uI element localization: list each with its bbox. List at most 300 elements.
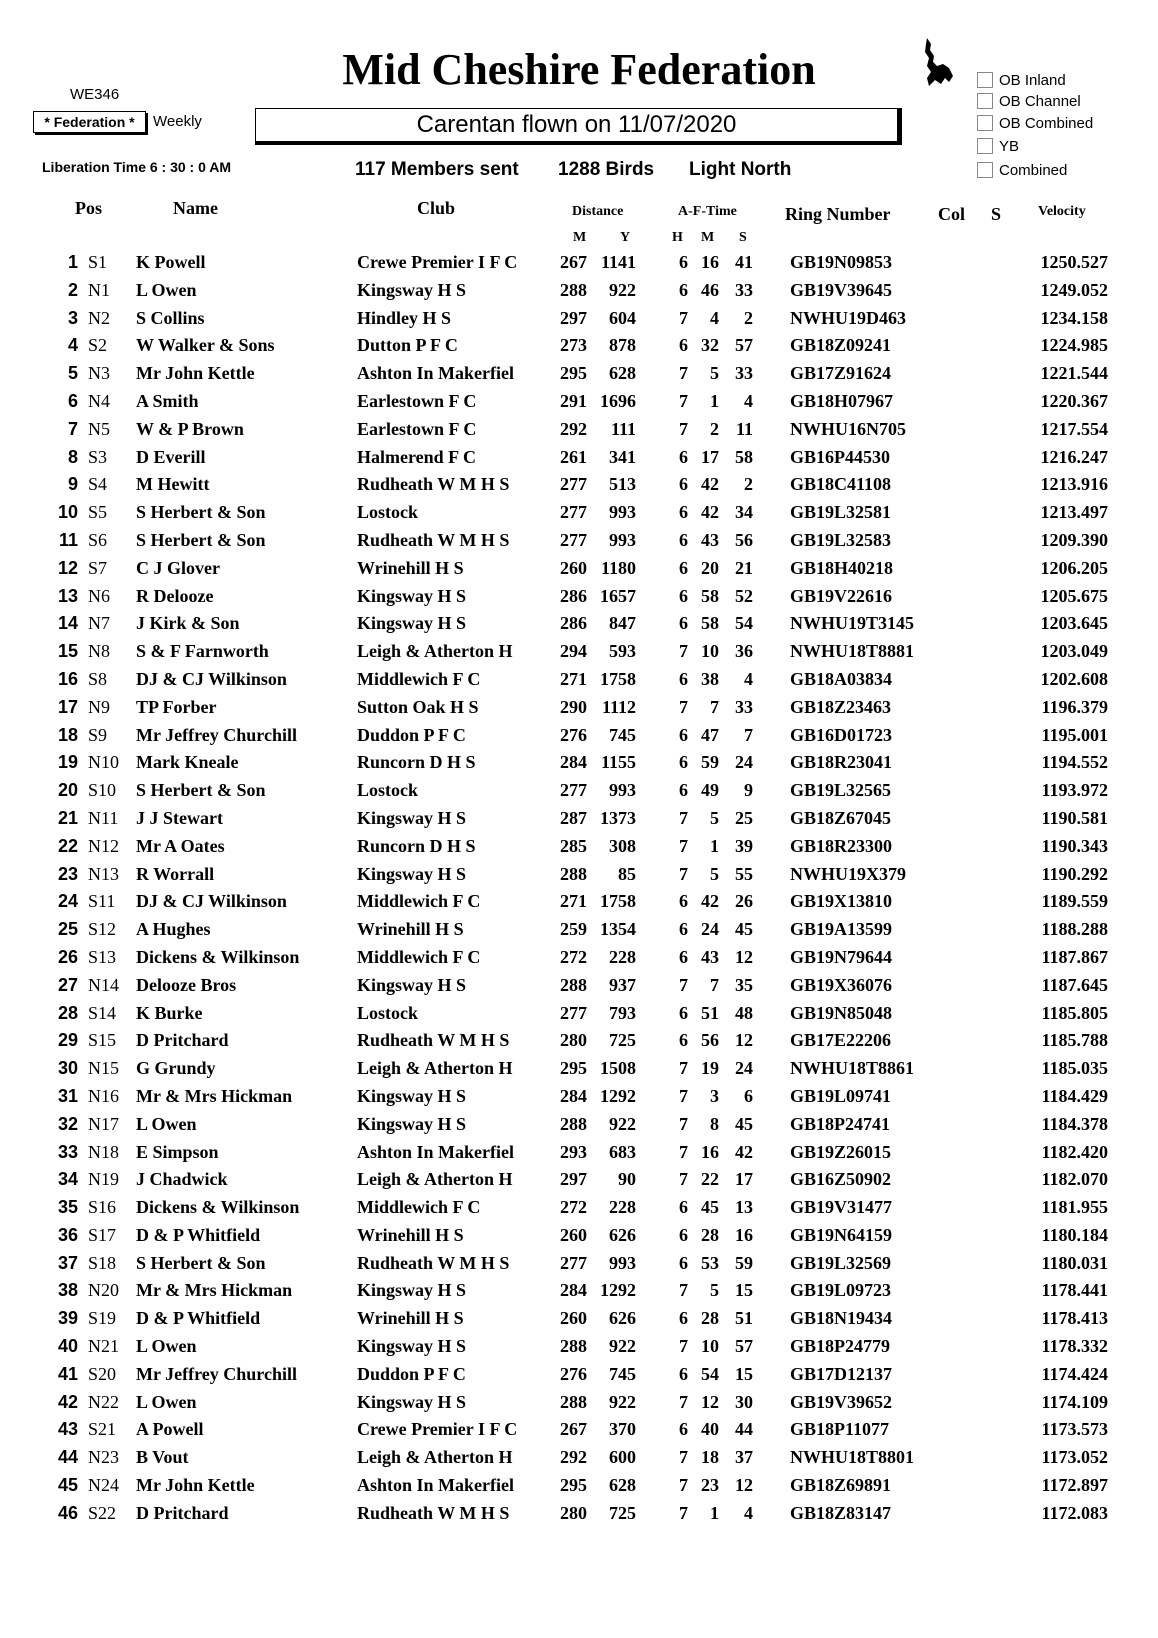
ring-number: NWHU19T3145 bbox=[790, 613, 915, 634]
velocity: 1250.527 bbox=[1040, 252, 1108, 272]
time-minutes: 47 bbox=[701, 724, 719, 745]
table-row bbox=[0, 973, 1158, 1001]
ring-number: GB19L32569 bbox=[790, 1252, 892, 1273]
time-minutes: 1 bbox=[710, 390, 719, 411]
table-row bbox=[0, 472, 1158, 500]
position: 24 bbox=[57, 891, 78, 912]
time-minutes: 54 bbox=[701, 1363, 719, 1384]
period-label: Weekly bbox=[153, 113, 202, 130]
ring-number: GB19L32565 bbox=[790, 780, 892, 801]
time-seconds: 48 bbox=[735, 1002, 753, 1023]
ring-number: NWHU18T8861 bbox=[790, 1058, 915, 1079]
distance-yards: 847 bbox=[609, 613, 636, 634]
distance-miles: 261 bbox=[560, 446, 587, 467]
position: 10 bbox=[57, 502, 78, 523]
time-seconds: 36 bbox=[735, 641, 753, 662]
section: N3 bbox=[88, 363, 110, 384]
club-name: Middlewich F C bbox=[357, 668, 481, 689]
table-row bbox=[0, 1362, 1158, 1390]
position: 11 bbox=[58, 529, 78, 550]
time-minutes: 7 bbox=[710, 696, 719, 717]
time-minutes: 5 bbox=[710, 363, 719, 384]
distance-yards: 1657 bbox=[600, 585, 636, 606]
club-name: Kingsway H S bbox=[357, 863, 467, 884]
checkbox-icon[interactable] bbox=[977, 138, 993, 154]
time-seconds: 16 bbox=[735, 1224, 753, 1245]
distance-yards: 1758 bbox=[600, 891, 636, 912]
member-name: D Everill bbox=[136, 446, 206, 467]
ring-number: GB18C41108 bbox=[790, 474, 892, 495]
position: 25 bbox=[57, 919, 78, 940]
position: 45 bbox=[57, 1475, 78, 1496]
member-name: Dickens & Wilkinson bbox=[136, 1197, 300, 1218]
position: 31 bbox=[57, 1085, 78, 1106]
table-row bbox=[0, 584, 1158, 612]
section: S18 bbox=[88, 1252, 117, 1273]
club-name: Kingsway H S bbox=[357, 1336, 467, 1357]
distance-yards: 745 bbox=[609, 1363, 636, 1384]
club-name: Runcorn D H S bbox=[357, 752, 476, 773]
member-name: Delooze Bros bbox=[136, 974, 237, 995]
col-header-s: S bbox=[739, 230, 747, 245]
time-minutes: 3 bbox=[710, 1085, 719, 1106]
club-name: Middlewich F C bbox=[357, 946, 481, 967]
table-row bbox=[0, 1001, 1158, 1029]
time-seconds: 33 bbox=[735, 279, 753, 300]
time-minutes: 56 bbox=[701, 1030, 719, 1051]
time-seconds: 56 bbox=[735, 529, 753, 550]
table-row bbox=[0, 667, 1158, 695]
time-seconds: 34 bbox=[735, 502, 753, 523]
distance-miles: 288 bbox=[560, 1391, 587, 1412]
member-name: K Burke bbox=[136, 1002, 203, 1023]
ring-number: GB16D01723 bbox=[790, 724, 893, 745]
member-name: Mr John Kettle bbox=[136, 1475, 255, 1496]
time-minutes: 1 bbox=[710, 1502, 719, 1523]
distance-miles: 280 bbox=[560, 1502, 587, 1523]
ring-number: GB18R23041 bbox=[790, 752, 893, 773]
member-name: Mr Jeffrey Churchill bbox=[136, 1363, 297, 1384]
time-minutes: 40 bbox=[701, 1419, 719, 1440]
section: S5 bbox=[88, 502, 108, 523]
time-minutes: 2 bbox=[710, 418, 719, 439]
distance-yards: 228 bbox=[609, 946, 636, 967]
ring-number: GB19N09853 bbox=[790, 252, 893, 272]
table-row bbox=[0, 1278, 1158, 1306]
time-hours: 7 bbox=[679, 363, 688, 384]
club-name: Rudheath W M H S bbox=[357, 1030, 510, 1051]
time-seconds: 7 bbox=[744, 724, 753, 745]
table-row bbox=[0, 723, 1158, 751]
distance-miles: 293 bbox=[560, 1141, 587, 1162]
club-name: Lostock bbox=[357, 502, 419, 523]
distance-yards: 593 bbox=[609, 641, 636, 662]
position: 21 bbox=[57, 807, 78, 828]
member-name: Dickens & Wilkinson bbox=[136, 946, 300, 967]
ring-number: GB19V39652 bbox=[790, 1391, 893, 1412]
velocity: 1180.184 bbox=[1041, 1224, 1108, 1245]
club-name: Leigh & Atherton H bbox=[357, 1058, 513, 1079]
velocity: 1185.035 bbox=[1041, 1058, 1108, 1079]
time-minutes: 20 bbox=[701, 557, 719, 578]
distance-yards: 922 bbox=[609, 1113, 636, 1134]
option-yb[interactable] bbox=[977, 138, 1019, 156]
time-seconds: 4 bbox=[744, 390, 753, 411]
club-name: Kingsway H S bbox=[357, 974, 467, 995]
distance-miles: 276 bbox=[560, 1363, 587, 1384]
member-name: L Owen bbox=[136, 1391, 197, 1412]
position: 32 bbox=[57, 1113, 78, 1134]
time-hours: 7 bbox=[679, 696, 688, 717]
table-row bbox=[0, 778, 1158, 806]
distance-yards: 341 bbox=[609, 446, 636, 467]
time-hours: 6 bbox=[679, 891, 688, 912]
velocity: 1220.367 bbox=[1040, 390, 1108, 411]
position: 9 bbox=[67, 474, 78, 495]
time-seconds: 15 bbox=[735, 1363, 753, 1384]
section: S7 bbox=[88, 557, 108, 578]
ring-number: GB19N85048 bbox=[790, 1002, 893, 1023]
col-header-club: Club bbox=[417, 198, 456, 218]
time-minutes: 19 bbox=[701, 1058, 719, 1079]
time-minutes: 32 bbox=[701, 335, 719, 356]
time-seconds: 21 bbox=[735, 557, 753, 578]
table-row bbox=[0, 528, 1158, 556]
member-name: C J Glover bbox=[136, 557, 220, 578]
distance-miles: 295 bbox=[560, 1475, 587, 1496]
col-header-h: H bbox=[672, 230, 683, 245]
table-row bbox=[0, 639, 1158, 667]
section: N12 bbox=[88, 835, 119, 856]
section: S17 bbox=[88, 1224, 117, 1245]
position: 29 bbox=[57, 1030, 78, 1051]
position: 2 bbox=[67, 279, 78, 300]
velocity: 1172.083 bbox=[1041, 1502, 1108, 1523]
section: S22 bbox=[88, 1502, 117, 1523]
section: S12 bbox=[88, 919, 117, 940]
time-seconds: 4 bbox=[744, 1502, 753, 1523]
velocity: 1234.158 bbox=[1040, 307, 1108, 328]
option-ob-inland[interactable] bbox=[977, 72, 1066, 90]
time-seconds: 55 bbox=[735, 863, 753, 884]
ring-number: GB19A13599 bbox=[790, 919, 893, 940]
distance-miles: 295 bbox=[560, 1058, 587, 1079]
col-header-distance-m: M bbox=[573, 230, 587, 245]
ring-number: GB17Z91624 bbox=[790, 363, 892, 384]
time-hours: 6 bbox=[679, 279, 688, 300]
ring-number: NWHU19D463 bbox=[790, 307, 906, 328]
distance-miles: 273 bbox=[560, 335, 587, 356]
section: N8 bbox=[88, 641, 110, 662]
table-row bbox=[0, 278, 1158, 306]
time-hours: 7 bbox=[679, 1502, 688, 1523]
member-name: A Hughes bbox=[136, 919, 211, 940]
member-name: Mr & Mrs Hickman bbox=[136, 1085, 293, 1106]
member-name: L Owen bbox=[136, 279, 197, 300]
club-name: Leigh & Atherton H bbox=[357, 641, 513, 662]
distance-yards: 90 bbox=[618, 1169, 636, 1190]
time-minutes: 10 bbox=[701, 1336, 719, 1357]
time-minutes: 58 bbox=[701, 613, 719, 634]
option-label: YB bbox=[999, 138, 1020, 155]
ring-number: GB18H07967 bbox=[790, 390, 894, 411]
member-name: R Delooze bbox=[136, 585, 214, 606]
velocity: 1221.544 bbox=[1040, 363, 1108, 384]
distance-yards: 878 bbox=[609, 335, 636, 356]
member-name: DJ & CJ Wilkinson bbox=[136, 891, 287, 912]
member-name: S Herbert & Son bbox=[136, 502, 266, 523]
section: N15 bbox=[88, 1058, 119, 1079]
distance-miles: 267 bbox=[560, 252, 587, 272]
section: S20 bbox=[88, 1363, 117, 1384]
distance-yards: 111 bbox=[610, 418, 636, 439]
velocity: 1203.645 bbox=[1040, 613, 1108, 634]
time-minutes: 45 bbox=[701, 1197, 719, 1218]
club-name: Hindley H S bbox=[357, 307, 452, 328]
section: N18 bbox=[88, 1141, 119, 1162]
table-row bbox=[0, 556, 1158, 584]
table-row bbox=[0, 306, 1158, 334]
velocity: 1173.573 bbox=[1041, 1419, 1108, 1440]
time-seconds: 35 bbox=[735, 974, 753, 995]
velocity: 1180.031 bbox=[1041, 1252, 1108, 1273]
club-name: Leigh & Atherton H bbox=[357, 1447, 513, 1468]
time-seconds: 39 bbox=[735, 835, 753, 856]
club-name: Wrinehill H S bbox=[357, 919, 464, 940]
distance-yards: 937 bbox=[609, 974, 636, 995]
position: 15 bbox=[57, 641, 78, 662]
member-name: Mr A Oates bbox=[136, 835, 225, 856]
distance-miles: 272 bbox=[560, 1197, 587, 1218]
time-seconds: 57 bbox=[735, 1336, 753, 1357]
position: 34 bbox=[57, 1169, 78, 1190]
position: 22 bbox=[57, 835, 78, 856]
table-row bbox=[0, 917, 1158, 945]
member-name: Mark Kneale bbox=[136, 752, 239, 773]
section: S2 bbox=[88, 335, 108, 356]
velocity: 1172.897 bbox=[1041, 1475, 1108, 1496]
velocity: 1174.424 bbox=[1041, 1363, 1108, 1384]
table-row bbox=[0, 945, 1158, 973]
time-minutes: 43 bbox=[701, 946, 719, 967]
position: 36 bbox=[57, 1224, 78, 1245]
position: 19 bbox=[57, 752, 78, 773]
position: 37 bbox=[57, 1252, 78, 1273]
member-name: S Collins bbox=[136, 307, 205, 328]
ring-number: GB17E22206 bbox=[790, 1030, 892, 1051]
time-seconds: 54 bbox=[735, 613, 753, 634]
section: N19 bbox=[88, 1169, 119, 1190]
ring-number: GB18Z67045 bbox=[790, 807, 892, 828]
wind-conditions: Light North bbox=[689, 159, 792, 180]
time-hours: 7 bbox=[679, 1058, 688, 1079]
table-row bbox=[0, 1028, 1158, 1056]
time-hours: 6 bbox=[679, 502, 688, 523]
ring-number: GB18Z83147 bbox=[790, 1502, 892, 1523]
distance-miles: 276 bbox=[560, 724, 587, 745]
time-hours: 7 bbox=[679, 1169, 688, 1190]
time-hours: 6 bbox=[679, 946, 688, 967]
club-name: Kingsway H S bbox=[357, 1280, 467, 1301]
position: 12 bbox=[57, 557, 78, 578]
position: 43 bbox=[57, 1419, 78, 1440]
section: S14 bbox=[88, 1002, 117, 1023]
member-name: W & P Brown bbox=[136, 418, 244, 439]
time-minutes: 38 bbox=[701, 668, 719, 689]
time-hours: 6 bbox=[679, 585, 688, 606]
table-row bbox=[0, 1195, 1158, 1223]
velocity: 1206.205 bbox=[1040, 557, 1108, 578]
club-name: Leigh & Atherton H bbox=[357, 1169, 513, 1190]
position: 13 bbox=[57, 585, 78, 606]
table-row bbox=[0, 1445, 1158, 1473]
time-hours: 6 bbox=[679, 919, 688, 940]
time-seconds: 9 bbox=[744, 780, 753, 801]
club-name: Dutton P F C bbox=[357, 335, 458, 356]
member-name: Mr John Kettle bbox=[136, 363, 255, 384]
club-name: Rudheath W M H S bbox=[357, 529, 510, 550]
member-name: DJ & CJ Wilkinson bbox=[136, 668, 287, 689]
position: 1 bbox=[67, 252, 78, 272]
ring-number: GB19L09723 bbox=[790, 1280, 892, 1301]
position: 46 bbox=[57, 1502, 78, 1523]
option-ob-channel[interactable] bbox=[977, 93, 1081, 111]
distance-yards: 1508 bbox=[600, 1058, 636, 1079]
distance-miles: 259 bbox=[560, 919, 587, 940]
time-seconds: 45 bbox=[735, 919, 753, 940]
member-name: E Simpson bbox=[136, 1141, 219, 1162]
position: 17 bbox=[57, 696, 78, 717]
club-name: Kingsway H S bbox=[357, 1085, 467, 1106]
checkbox-icon[interactable] bbox=[977, 93, 993, 109]
time-minutes: 51 bbox=[701, 1002, 719, 1023]
distance-miles: 280 bbox=[560, 1030, 587, 1051]
time-hours: 6 bbox=[679, 1308, 688, 1329]
distance-miles: 277 bbox=[560, 474, 587, 495]
position: 42 bbox=[57, 1391, 78, 1412]
section: N20 bbox=[88, 1280, 119, 1301]
member-name: D Pritchard bbox=[136, 1030, 229, 1051]
distance-miles: 290 bbox=[560, 696, 587, 717]
time-seconds: 25 bbox=[735, 807, 753, 828]
section: S16 bbox=[88, 1197, 117, 1218]
member-name: L Owen bbox=[136, 1113, 197, 1134]
table-row bbox=[0, 500, 1158, 528]
distance-miles: 297 bbox=[560, 1169, 587, 1190]
club-name: Lostock bbox=[357, 780, 419, 801]
distance-miles: 260 bbox=[560, 1224, 587, 1245]
position: 44 bbox=[57, 1447, 78, 1468]
distance-yards: 993 bbox=[609, 780, 636, 801]
birds-count: 1288 Birds bbox=[558, 159, 655, 180]
velocity: 1193.972 bbox=[1041, 780, 1108, 801]
distance-yards: 1354 bbox=[600, 919, 636, 940]
club-name: Earlestown F C bbox=[357, 390, 477, 411]
time-hours: 6 bbox=[679, 1197, 688, 1218]
position: 14 bbox=[57, 613, 78, 634]
section: N7 bbox=[88, 613, 110, 634]
time-minutes: 24 bbox=[701, 919, 719, 940]
distance-miles: 286 bbox=[560, 613, 587, 634]
time-hours: 6 bbox=[679, 752, 688, 773]
club-name: Duddon P F C bbox=[357, 1363, 466, 1384]
ring-number: GB18Z69891 bbox=[790, 1475, 892, 1496]
club-name: Kingsway H S bbox=[357, 1391, 467, 1412]
position: 26 bbox=[57, 946, 78, 967]
option-combined[interactable] bbox=[977, 162, 1067, 180]
section: N5 bbox=[88, 418, 110, 439]
time-minutes: 12 bbox=[701, 1391, 719, 1412]
club-name: Halmerend F C bbox=[357, 446, 476, 467]
time-minutes: 49 bbox=[701, 780, 719, 801]
distance-yards: 922 bbox=[609, 1391, 636, 1412]
section: N6 bbox=[88, 585, 110, 606]
ring-number: GB19X13810 bbox=[790, 891, 893, 912]
checkbox-icon[interactable] bbox=[977, 115, 993, 131]
time-hours: 7 bbox=[679, 974, 688, 995]
distance-yards: 370 bbox=[609, 1419, 636, 1440]
position: 18 bbox=[57, 724, 78, 745]
table-row bbox=[0, 1251, 1158, 1279]
distance-yards: 725 bbox=[609, 1502, 636, 1523]
position: 6 bbox=[67, 390, 78, 411]
time-hours: 6 bbox=[679, 613, 688, 634]
club-name: Ashton In Makerfiel bbox=[357, 1475, 514, 1496]
col-header-name: Name bbox=[173, 198, 218, 218]
velocity: 1249.052 bbox=[1040, 279, 1108, 300]
col-header-pos: Pos bbox=[75, 198, 102, 218]
club-name: Middlewich F C bbox=[357, 891, 481, 912]
club-name: Kingsway H S bbox=[357, 613, 467, 634]
time-seconds: 58 bbox=[735, 446, 753, 467]
member-name: Mr & Mrs Hickman bbox=[136, 1280, 293, 1301]
col-header-velocity: Velocity bbox=[1038, 204, 1086, 219]
checkbox-icon[interactable] bbox=[977, 72, 993, 88]
col-header-m: M bbox=[701, 230, 715, 245]
velocity: 1203.049 bbox=[1040, 641, 1108, 662]
time-seconds: 37 bbox=[735, 1447, 753, 1468]
ring-number: GB18A03834 bbox=[790, 668, 893, 689]
time-minutes: 7 bbox=[710, 974, 719, 995]
time-minutes: 53 bbox=[701, 1252, 719, 1273]
time-seconds: 2 bbox=[744, 474, 753, 495]
section: N23 bbox=[88, 1447, 119, 1468]
option-ob-combined[interactable] bbox=[977, 115, 1093, 133]
time-hours: 7 bbox=[679, 1447, 688, 1468]
time-minutes: 43 bbox=[701, 529, 719, 550]
col-header-aftime: A-F-Time bbox=[678, 204, 737, 219]
time-hours: 6 bbox=[679, 1252, 688, 1273]
checkbox-icon[interactable] bbox=[977, 162, 993, 178]
distance-yards: 993 bbox=[609, 502, 636, 523]
time-minutes: 16 bbox=[701, 1141, 719, 1162]
member-name: S Herbert & Son bbox=[136, 529, 266, 550]
time-hours: 6 bbox=[679, 780, 688, 801]
time-hours: 7 bbox=[679, 835, 688, 856]
position: 4 bbox=[67, 335, 78, 356]
distance-yards: 1112 bbox=[601, 696, 636, 717]
distance-miles: 277 bbox=[560, 780, 587, 801]
time-minutes: 17 bbox=[701, 446, 719, 467]
distance-miles: 260 bbox=[560, 557, 587, 578]
velocity: 1213.916 bbox=[1040, 474, 1108, 495]
time-minutes: 5 bbox=[710, 807, 719, 828]
member-name: M Hewitt bbox=[136, 474, 210, 495]
velocity: 1209.390 bbox=[1040, 529, 1108, 550]
club-name: Kingsway H S bbox=[357, 585, 467, 606]
option-label: Combined bbox=[999, 162, 1068, 179]
section: S10 bbox=[88, 780, 117, 801]
